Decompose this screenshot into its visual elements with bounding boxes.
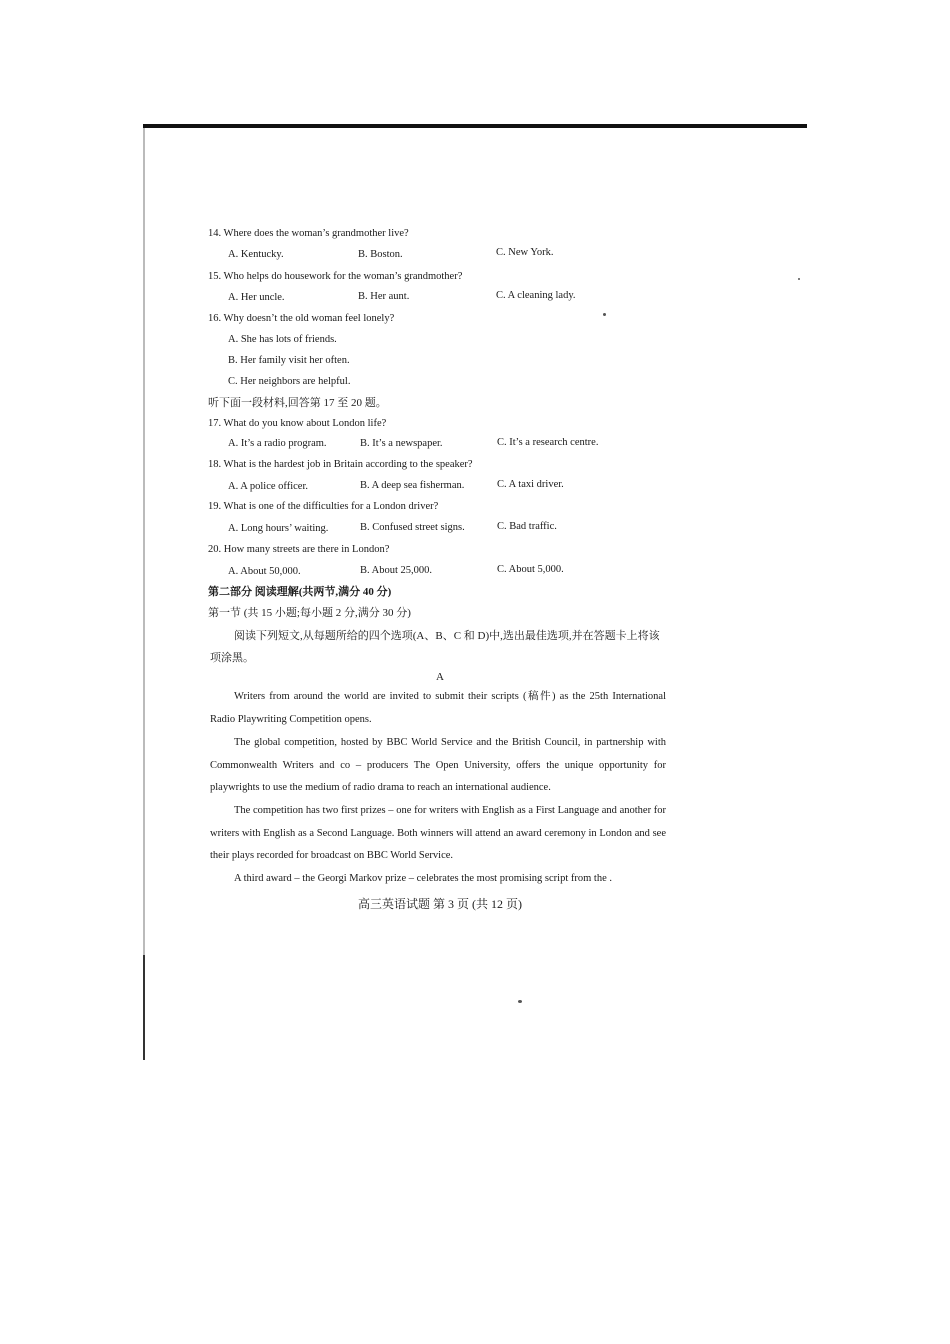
scan-speck <box>603 313 606 316</box>
q19-option-b: B. Confused street signs. <box>360 522 465 533</box>
paragraph-text: A third award – the Georgi Markov prize – celebrates the most promising script from the . <box>234 873 612 884</box>
part2-title: 第二部分 阅读理解(共两节,满分 40 分) <box>208 586 392 598</box>
passage-paragraph-2 <box>210 732 666 800</box>
q16-option-a: A. She has lots of friends. <box>228 334 337 345</box>
passage-label: A <box>436 671 444 683</box>
q14-option-b: B. Boston. <box>358 249 403 260</box>
q14-option-a: A. Kentucky. <box>228 249 284 260</box>
q18-option-c: C. A taxi driver. <box>497 479 564 490</box>
q16-option-c: C. Her neighbors are helpful. <box>228 376 351 387</box>
page-footer: 高三英语试题 第 3 页 (共 12 页) <box>358 897 522 911</box>
paragraph-text: The global competition, hosted by BBC World Service and the British Council, in partnership with Commonwealth Writers and co – producers The Open University, offers the unique opportunity for playwrights to use the medium of radio drama to reach an international audience. <box>210 737 666 793</box>
q19-option-c: C. Bad traffic. <box>497 521 557 532</box>
paragraph-text: Writers from around the world are invited to submit their scripts (稿件) as the 25th International Radio Playwriting Competition opens. <box>210 691 666 725</box>
q15-option-a: A. Her uncle. <box>228 292 285 303</box>
q15-option-b: B. Her aunt. <box>358 291 410 302</box>
q17-option-a: A. It’s a radio program. <box>228 438 327 449</box>
reading-instruction: 阅读下列短文,从每题所给的四个选项(A、B、C 和 D)中,选出最佳选项,并在答题卡上将该项涂黑。 <box>210 630 660 664</box>
scan-speck <box>798 278 800 280</box>
question-19: 19. What is one of the difficulties for a London driver? <box>208 501 439 512</box>
left-page-edge-dark <box>143 955 145 1060</box>
question-14: 14. Where does the woman’s grandmother live? <box>208 228 409 239</box>
section1-title: 第一节 (共 15 小题;每小题 2 分,满分 30 分) <box>208 607 411 619</box>
q14-option-c: C. New York. <box>496 247 554 258</box>
top-border-rule <box>143 124 807 128</box>
q19-option-a: A. Long hours’ waiting. <box>228 523 329 534</box>
q15-option-c: C. A cleaning lady. <box>496 290 576 301</box>
q16-option-b: B. Her family visit her often. <box>228 355 350 366</box>
question-16: 16. Why doesn’t the old woman feel lonely? <box>208 313 395 324</box>
scan-speck <box>518 1000 522 1003</box>
passage-paragraph-3 <box>210 800 666 868</box>
q17-option-b: B. It’s a newspaper. <box>360 438 443 449</box>
q20-option-a: A. About 50,000. <box>228 566 301 577</box>
listen-intro: 听下面一段材料,回答第 17 至 20 题。 <box>208 397 387 409</box>
q18-option-b: B. A deep sea fisherman. <box>360 480 465 491</box>
question-15: 15. Who helps do housework for the woman’s grandmother? <box>208 271 463 282</box>
passage-paragraph-4 <box>210 868 666 891</box>
q20-option-b: B. About 25,000. <box>360 565 433 576</box>
passage-paragraph-1 <box>210 686 666 731</box>
paragraph-text: The competition has two first prizes – one for writers with English as a First Language and another for writers with English as a Second Language. Both winners will attend an award ceremony in London and see their plays recorded for broadcast on BBC World Service. <box>210 805 666 861</box>
question-20: 20. How many streets are there in London? <box>208 544 390 555</box>
question-17: 17. What do you know about London life? <box>208 418 387 429</box>
left-page-edge <box>143 128 145 1058</box>
q18-option-a: A. A police officer. <box>228 481 308 492</box>
question-18: 18. What is the hardest job in Britain according to the speaker? <box>208 459 473 470</box>
q17-option-c: C. It’s a research centre. <box>497 437 599 448</box>
q20-option-c: C. About 5,000. <box>497 564 564 575</box>
